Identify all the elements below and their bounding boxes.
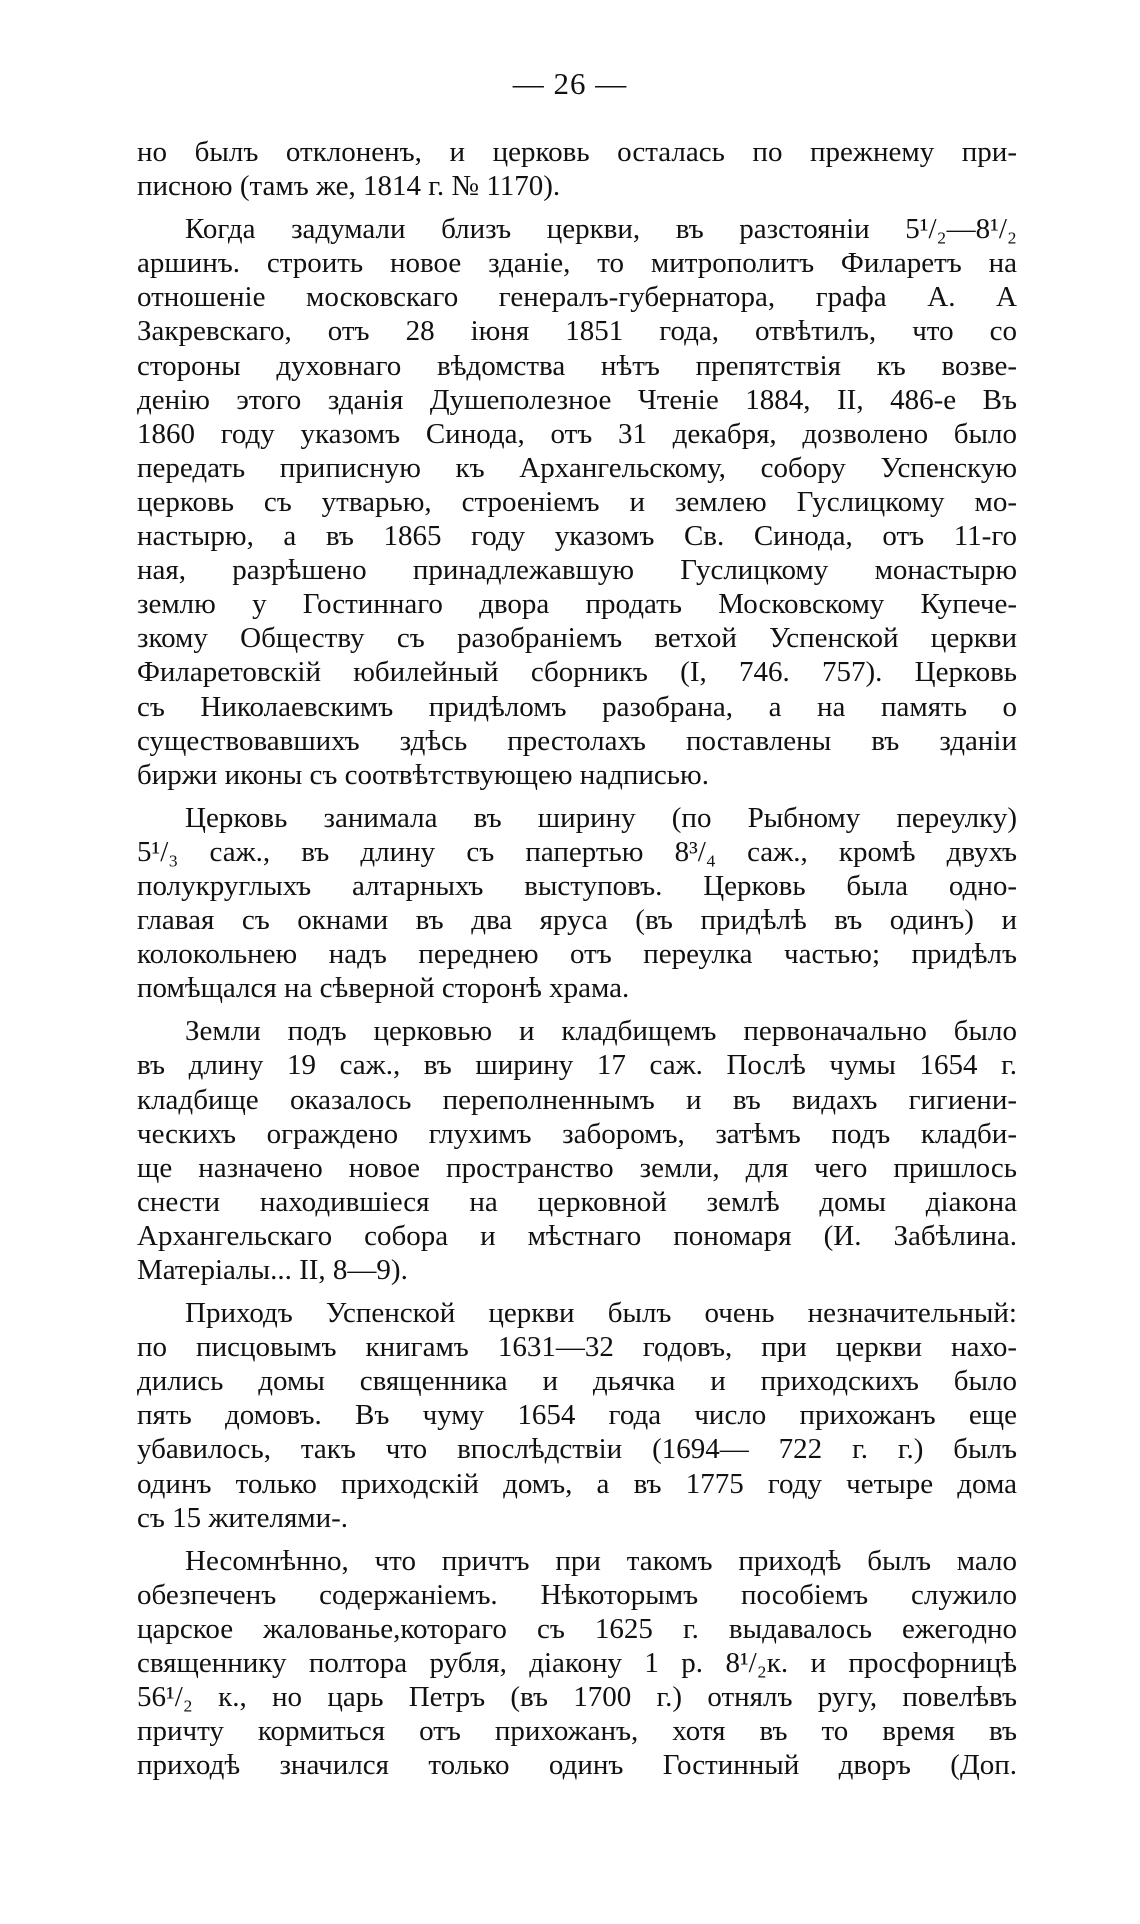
text-line: обезпеченъ содержаніемъ. Нѣкоторымъ пособіемъ служило [137,1578,1017,1611]
text-line: денію этого зданія Душеполезное Чтеніе 1884, II, 486-е Въ [137,383,1017,416]
text-line: существовавшихъ здѣсь престолахъ поставлены въ зданіи [137,724,1017,757]
paragraph-clergy [137,1544,1017,1783]
text-line: приходѣ значился только одинъ Гостинный дворъ (Доп. [137,1749,1017,1782]
text-line: колокольнею надъ переднею отъ переулка частью; придѣлъ [137,938,1017,971]
page-number: — 26 — [512,66,628,101]
text-line: съ Николаевскимъ придѣломъ разобрана, а на память о [137,690,1017,723]
paragraph-cemetery [137,1014,1017,1287]
text-line: Закревскаго, отъ 28 іюня 1851 года, отвѣтилъ, что со [137,315,1017,348]
body-text [137,135,1017,1791]
text-line: но былъ отклоненъ, и церковь осталась по прежнему при- [137,136,1017,168]
text-line: священнику полтора рубля, діакону 1 р. 8¹/₂к. и просфорницѣ [137,1647,1017,1680]
text-line: ческихъ ограждено глухимъ заборомъ, затѣмъ подъ кладби- [137,1117,1017,1150]
text-line: передать приписную къ Архангельскому, собору Успенскую [137,451,1017,484]
text-line: писною (тамъ же, 1814 г. № 1170). [137,170,561,203]
text-line: дились домы священника и дьячка и приходскихъ было [137,1365,1017,1398]
text-line: помѣщался на сѣверной сторонѣ храма. [137,972,630,1005]
text-line: зкому Обществу съ разобраніемъ ветхой Успенской церкви [137,622,1017,655]
text-line: 1860 году указомъ Синода, отъ 31 декабря, дозволено было [137,417,1017,450]
text-line: стороны духовнаго вѣдомства нѣтъ препятствія къ возве- [137,349,1017,382]
text-line: полукруглыхъ алтарныхъ выступовъ. Церковь была одно- [137,869,1017,902]
paragraph-filaret [137,212,1017,792]
paragraph-continuation [137,135,1017,203]
text-line: Церковь занимала въ ширину (по Рыбному переулку) [185,801,1017,834]
text-line: ще назначено новое пространство земли, для чего пришлось [137,1151,1017,1184]
text-line: главая съ окнами въ два яруса (въ придѣлѣ въ одинъ) и [137,904,1017,937]
text-line: Когда задумали близъ церкви, въ разстояніи 5¹/₂—8¹/₂ [185,213,1017,246]
text-line: Приходъ Успенской церкви былъ очень незначительный: [185,1297,1017,1330]
paragraph-parish [137,1296,1017,1535]
text-line: ная, разрѣшено принадлежавшую Гуслицкому монастырю [137,554,1017,587]
text-line: Матеріалы... II, 8—9). [137,1254,408,1286]
text-line: причту кормиться отъ прихожанъ, хотя въ то время въ [137,1715,1017,1748]
text-line: 56¹/₂ к., но царь Петръ (въ 1700 г.) отнялъ ругу, повелѣвъ [137,1681,1017,1714]
text-line: аршинъ. строить новое зданіе, то митрополитъ Филаретъ на [137,247,1017,280]
text-line: въ длину 19 саж., въ ширину 17 саж. Послѣ чумы 1654 г. [137,1049,1017,1082]
text-line: отношеніе московскаго генералъ-губернатора, графа А. А [137,281,1017,314]
text-line: одинъ только приходскій домъ, а въ 1775 году четыре дома [137,1467,1017,1500]
text-line: кладбище оказалось переполненнымъ и въ видахъ гигиени- [137,1083,1017,1116]
text-line: Филаретовскій юбилейный сборникъ (I, 746. 757). Церковь [137,656,1017,689]
text-line: настырю, а въ 1865 году указомъ Св. Синода, отъ 11-го [137,520,1017,553]
text-line: Земли подъ церковью и кладбищемъ первоначально было [185,1015,1017,1048]
text-line: снести находившіеся на церковной землѣ домы діакона [137,1185,1017,1218]
paragraph-dimensions [137,801,1017,1006]
text-line: биржи иконы съ соотвѣтствующею надписью. [137,758,709,791]
text-line: убавилось, такъ что впослѣдствіи (1694— 722 г. г.) былъ [137,1433,1017,1466]
text-line: съ 15 жителями-. [137,1501,349,1534]
text-line: 5¹/₃ саж., въ длину съ папертью 8³/₄ саж., кромѣ двухъ [137,835,1017,868]
text-line: Архангельскаго собора и мѣстнаго пономаря (И. Забѣлина. [137,1219,1017,1252]
text-line: по писцовымъ книгамъ 1631—32 годовъ, при церкви нахо- [137,1331,1017,1364]
text-line: царское жалованье,котораго съ 1625 г. выдавалось ежегодно [137,1612,1017,1645]
text-line: пять домовъ. Въ чуму 1654 года число прихожанъ еще [137,1399,1017,1432]
text-line: землю у Гостиннаго двора продать Московскому Купече- [137,588,1017,621]
text-line: Несомнѣнно, что причтъ при такомъ приходѣ былъ мало [185,1544,1017,1577]
text-line: церковь съ утварью, строеніемъ и землею Гуслицкому мо- [137,485,1017,518]
